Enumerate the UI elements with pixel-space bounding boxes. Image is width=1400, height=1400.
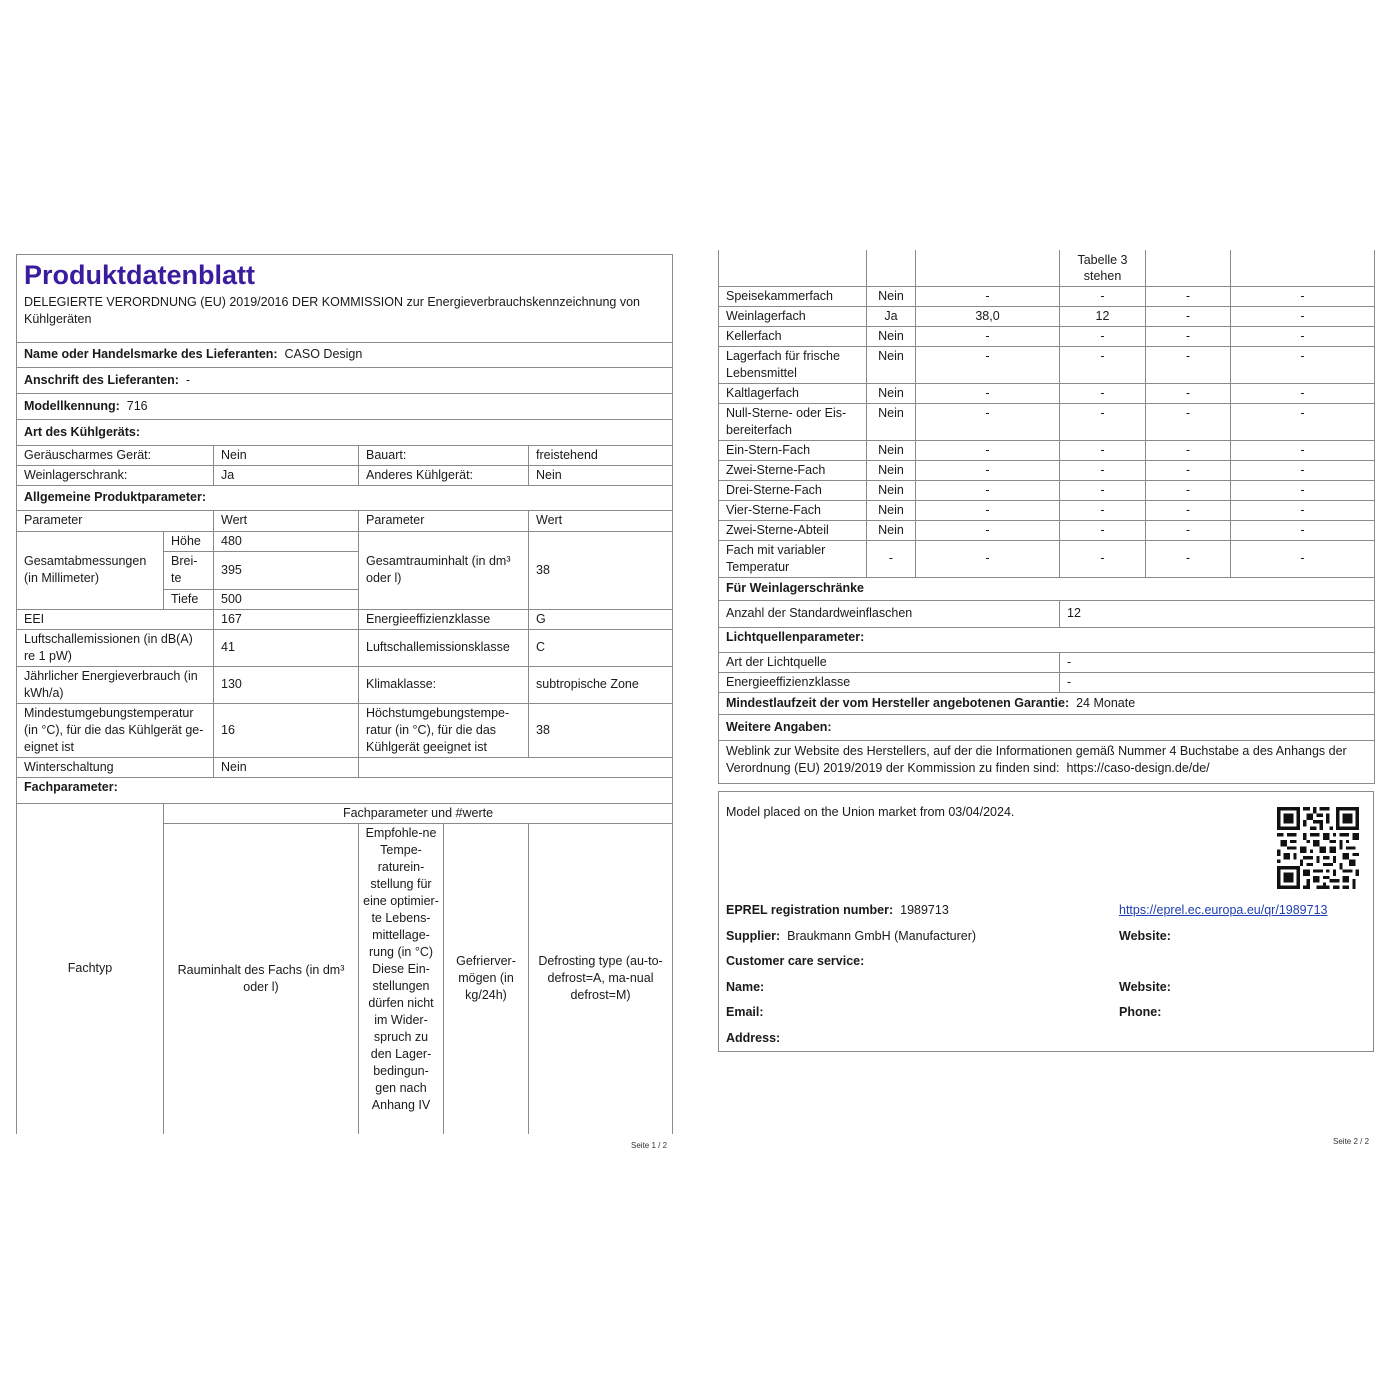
eprel-supplier-value: Braukmann GmbH (Manufacturer) bbox=[787, 929, 977, 943]
eprel-registration bbox=[726, 902, 949, 919]
qr-code-icon bbox=[1277, 807, 1359, 889]
param-value: subtropische Zone bbox=[529, 666, 673, 703]
compartment-defrost: - bbox=[1231, 460, 1375, 480]
eprel-box bbox=[718, 791, 1374, 1052]
compartment-temp: - bbox=[1060, 440, 1146, 460]
compartment-freeze: - bbox=[1146, 286, 1231, 306]
volume-header: Rauminhalt des Fachs (in dm³ oder l) bbox=[164, 823, 359, 1134]
param-value: 167 bbox=[214, 609, 359, 629]
care-email-label: Email: bbox=[726, 1005, 764, 1019]
temperature-header bbox=[359, 823, 444, 1134]
type-label: Weinlagerschrank: bbox=[17, 465, 214, 485]
compartment-volume: - bbox=[916, 440, 1060, 460]
compartment-freeze: - bbox=[1146, 346, 1231, 383]
compartment-row bbox=[719, 460, 1375, 480]
param-label: Jährlicher Energieverbrauch (in kWh/a) bbox=[17, 666, 214, 703]
param-row bbox=[17, 666, 673, 703]
page-title: Produktdatenblatt bbox=[17, 255, 673, 294]
care-website-label: Website: bbox=[1119, 980, 1171, 994]
compartment-volume: - bbox=[916, 500, 1060, 520]
eprel-supplier bbox=[726, 928, 976, 945]
compartment-volume: - bbox=[916, 460, 1060, 480]
eprel-registration-label: EPREL registration number: bbox=[726, 903, 894, 917]
type-value: Nein bbox=[529, 465, 673, 485]
eprel-link[interactable]: https://eprel.ec.europa.eu/qr/1989713 bbox=[1119, 903, 1328, 917]
compartment-name: Fach mit variabler Temperatur bbox=[719, 540, 867, 577]
compartment-defrost: - bbox=[1231, 306, 1375, 326]
wine-bottles-label: Anzahl der Standardweinflaschen bbox=[719, 600, 1060, 627]
compartment-name: Lagerfach für frische Lebensmittel bbox=[719, 346, 867, 383]
model-row bbox=[17, 393, 673, 419]
param-label: Höchstumgebungstempe-ratur (in °C), für die das Kühlgerät geeignet ist bbox=[359, 703, 529, 757]
compartment-freeze: - bbox=[1146, 460, 1231, 480]
compartment-volume: - bbox=[916, 540, 1060, 577]
compartment-defrost: - bbox=[1231, 346, 1375, 383]
continued-header: Tabelle 3 stehen bbox=[1060, 250, 1146, 286]
page-1 bbox=[16, 254, 672, 1134]
light-heading: Lichtquellenparameter: bbox=[719, 627, 1375, 652]
compartment-temp: - bbox=[1060, 403, 1146, 440]
customer-care-label: Customer care service: bbox=[726, 954, 865, 968]
param-label: EEI bbox=[17, 609, 214, 629]
compartment-temp: - bbox=[1060, 520, 1146, 540]
param-label: Luftschallemissionsklasse bbox=[359, 629, 529, 666]
param-row bbox=[17, 629, 673, 666]
compartment-name: Speisekammerfach bbox=[719, 286, 867, 306]
compartment-defrost: - bbox=[1231, 383, 1375, 403]
compartment-temp: - bbox=[1060, 346, 1146, 383]
compartment-name: Drei-Sterne-Fach bbox=[719, 480, 867, 500]
compartment-row bbox=[719, 286, 1375, 306]
compartment-name: Null-Sterne- oder Eis-bereiterfach bbox=[719, 403, 867, 440]
empty-cell bbox=[1146, 250, 1231, 286]
compartment-temp: - bbox=[1060, 500, 1146, 520]
compartment-row bbox=[719, 480, 1375, 500]
compartment-row bbox=[719, 326, 1375, 346]
type-label: Geräuscharmes Gerät: bbox=[17, 445, 214, 465]
compartment-temp: - bbox=[1060, 460, 1146, 480]
temperature-header-part2: Diese Ein-stellungen dürfen nicht im Wider-spruch zu den Lager-bedingun-gen nach Anhang IV bbox=[368, 961, 434, 1112]
light-type-label: Art der Lichtquelle bbox=[719, 652, 1060, 672]
compartment-present: Nein bbox=[867, 326, 916, 346]
care-address-label: Address: bbox=[726, 1031, 781, 1045]
compartment-present: Nein bbox=[867, 520, 916, 540]
compartment-defrost: - bbox=[1231, 480, 1375, 500]
temperature-header-part1: Empfohle-ne Tempe-raturein-stellung für eine optimier-te Lebens-mittellage-rung (in °C) bbox=[363, 825, 439, 959]
compartment-temp: - bbox=[1060, 540, 1146, 577]
compartment-name: Weinlagerfach bbox=[719, 306, 867, 326]
param-value: G bbox=[529, 609, 673, 629]
compartment-row bbox=[719, 306, 1375, 326]
compartment-name: Kellerfach bbox=[719, 326, 867, 346]
compartment-row bbox=[719, 540, 1375, 577]
dimension-value: 480 bbox=[214, 531, 359, 551]
column-header: Wert bbox=[529, 510, 673, 531]
compartment-present: - bbox=[867, 540, 916, 577]
compartment-freeze: - bbox=[1146, 440, 1231, 460]
address-label: Anschrift des Lieferanten: bbox=[24, 372, 179, 387]
param-header-row bbox=[17, 510, 673, 531]
eprel-supplier-label: Supplier: bbox=[726, 929, 781, 943]
compartment-volume: - bbox=[916, 520, 1060, 540]
param-value: C bbox=[529, 629, 673, 666]
light-class-label: Energieeffizienzklasse bbox=[719, 672, 1060, 692]
param-label: Energieeffizienzklasse bbox=[359, 609, 529, 629]
care-phone-label: Phone: bbox=[1119, 1005, 1162, 1019]
dimension-name: Höhe bbox=[164, 531, 214, 551]
address-value: - bbox=[185, 372, 191, 387]
compartment-volume: - bbox=[916, 346, 1060, 383]
winter-label: Winterschaltung bbox=[17, 757, 214, 777]
compartment-row bbox=[719, 346, 1375, 383]
column-header: Parameter bbox=[17, 510, 214, 531]
compartment-row bbox=[719, 500, 1375, 520]
supplier-label: Name oder Handelsmarke des Lieferanten: bbox=[24, 347, 278, 361]
compartment-name: Vier-Sterne-Fach bbox=[719, 500, 867, 520]
column-header: Parameter bbox=[359, 510, 529, 531]
empty-cell bbox=[867, 250, 916, 286]
weblink-text: Weblink zur Website des Herstellers, auf der die Informationen gemäß Nummer 4 Buchstabe a des Anhangs der Verordnung (EU) 2019/2019 der Kommission zu finden sind: bbox=[726, 743, 1347, 775]
type-value: freistehend bbox=[529, 445, 673, 465]
empty-cell bbox=[719, 250, 867, 286]
compartment-present: Nein bbox=[867, 286, 916, 306]
care-name-label: Name: bbox=[726, 980, 765, 994]
compartment-defrost: - bbox=[1231, 286, 1375, 306]
compartment-present: Nein bbox=[867, 500, 916, 520]
compartment-present: Ja bbox=[867, 306, 916, 326]
supplier-row bbox=[17, 342, 673, 367]
fach-group-header: Fachparameter und #werte bbox=[164, 803, 673, 823]
fachtyp-header: Fachtyp bbox=[17, 803, 164, 1134]
page-number: Seite 1 / 2 bbox=[631, 1141, 668, 1150]
compartment-temp: - bbox=[1060, 383, 1146, 403]
param-label: Klimaklasse: bbox=[359, 666, 529, 703]
compartment-freeze: - bbox=[1146, 403, 1231, 440]
page-number: Seite 2 / 2 bbox=[1333, 1137, 1370, 1146]
weblink-row bbox=[719, 740, 1375, 783]
regulation-text: DELEGIERTE VERORDNUNG (EU) 2019/2016 DER KOMMISSION zur Energieverbrauchskennzeichnung von Kühlgeräten bbox=[17, 293, 673, 342]
model-value: 716 bbox=[126, 398, 148, 413]
light-class-value: - bbox=[1060, 672, 1375, 692]
compartment-present: Nein bbox=[867, 480, 916, 500]
compartment-volume: 38,0 bbox=[916, 306, 1060, 326]
compartment-present: Nein bbox=[867, 403, 916, 440]
type-label: Anderes Kühlgerät: bbox=[359, 465, 529, 485]
param-label: Luftschallemissionen (in dB(A) re 1 pW) bbox=[17, 629, 214, 666]
compartment-row bbox=[719, 383, 1375, 403]
compartment-name: Zwei-Sterne-Abteil bbox=[719, 520, 867, 540]
dimension-name: Brei-te bbox=[164, 551, 214, 589]
compartment-present: Nein bbox=[867, 346, 916, 383]
total-volume-label: Gesamtrauminhalt (in dm³ oder l) bbox=[359, 531, 529, 609]
compartment-row bbox=[719, 520, 1375, 540]
empty-cell bbox=[916, 250, 1060, 286]
wine-heading: Für Weinlagerschränke bbox=[719, 577, 1375, 600]
compartment-defrost: - bbox=[1231, 520, 1375, 540]
warranty-label: Mindestlaufzeit der vom Hersteller angebotenen Garantie: bbox=[726, 695, 1070, 710]
type-label: Bauart: bbox=[359, 445, 529, 465]
compartment-volume: - bbox=[916, 403, 1060, 440]
column-header: Wert bbox=[214, 510, 359, 531]
eprel-registration-value: 1989713 bbox=[900, 903, 949, 917]
type-row bbox=[17, 465, 673, 485]
eprel-website-label: Website: bbox=[1119, 929, 1171, 943]
total-volume-value: 38 bbox=[529, 531, 673, 609]
light-type-value: - bbox=[1060, 652, 1375, 672]
compartment-freeze: - bbox=[1146, 326, 1231, 346]
param-value: 38 bbox=[529, 703, 673, 757]
warranty-row bbox=[719, 692, 1375, 714]
param-row bbox=[17, 703, 673, 757]
compartment-name: Kaltlagerfach bbox=[719, 383, 867, 403]
page-1-table bbox=[16, 254, 673, 1134]
type-row bbox=[17, 445, 673, 465]
supplier-value: CASO Design bbox=[284, 347, 363, 361]
winter-value: Nein bbox=[214, 757, 359, 777]
compartment-temp: 12 bbox=[1060, 306, 1146, 326]
compartment-defrost: - bbox=[1231, 500, 1375, 520]
compartment-row bbox=[719, 403, 1375, 440]
dimension-value: 395 bbox=[214, 551, 359, 589]
compartment-freeze: - bbox=[1146, 520, 1231, 540]
type-value: Nein bbox=[214, 445, 359, 465]
param-row bbox=[17, 609, 673, 629]
defrost-header: Defrosting type (au-to-defrost=A, ma-nual defrost=M) bbox=[529, 823, 673, 1134]
warranty-value: 24 Monate bbox=[1076, 695, 1136, 710]
compartment-name: Zwei-Sterne-Fach bbox=[719, 460, 867, 480]
address-row bbox=[17, 367, 673, 393]
compartment-defrost: - bbox=[1231, 440, 1375, 460]
compartment-volume: - bbox=[916, 480, 1060, 500]
param-label: Mindestumgebungstemperatur (in °C), für die das Kühlgerät ge-eignet ist bbox=[17, 703, 214, 757]
compartment-freeze: - bbox=[1146, 480, 1231, 500]
compartment-table bbox=[718, 250, 1375, 784]
dimension-value: 500 bbox=[214, 589, 359, 609]
compartment-temp: - bbox=[1060, 326, 1146, 346]
compartment-temp: - bbox=[1060, 480, 1146, 500]
compartment-volume: - bbox=[916, 383, 1060, 403]
compartment-defrost: - bbox=[1231, 326, 1375, 346]
compartment-present: Nein bbox=[867, 440, 916, 460]
param-value: 130 bbox=[214, 666, 359, 703]
general-heading: Allgemeine Produktparameter: bbox=[17, 485, 673, 510]
placed-on-market: Model placed on the Union market from 03/04/2024. bbox=[726, 805, 1015, 819]
empty-cell bbox=[1231, 250, 1375, 286]
compartment-present: Nein bbox=[867, 460, 916, 480]
compartment-freeze: - bbox=[1146, 383, 1231, 403]
freezing-header: Gefrierver-mögen (in kg/24h) bbox=[444, 823, 529, 1134]
compartment-name: Ein-Stern-Fach bbox=[719, 440, 867, 460]
fach-heading: Fachparameter: bbox=[17, 777, 673, 803]
compartment-freeze: - bbox=[1146, 540, 1231, 577]
type-value: Ja bbox=[214, 465, 359, 485]
type-heading: Art des Kühlgeräts: bbox=[17, 419, 673, 445]
param-value: 16 bbox=[214, 703, 359, 757]
compartment-volume: - bbox=[916, 326, 1060, 346]
compartment-defrost: - bbox=[1231, 403, 1375, 440]
weblink-url[interactable]: https://caso-design.de/de/ bbox=[1066, 760, 1210, 775]
page-2 bbox=[718, 250, 1374, 784]
model-label: Modellkennung: bbox=[24, 398, 120, 413]
wine-bottles-value: 12 bbox=[1060, 600, 1375, 627]
more-heading: Weitere Angaben: bbox=[719, 714, 1375, 740]
compartment-defrost: - bbox=[1231, 540, 1375, 577]
compartment-present: Nein bbox=[867, 383, 916, 403]
compartment-volume: - bbox=[916, 286, 1060, 306]
compartment-temp: - bbox=[1060, 286, 1146, 306]
dimensions-label: Gesamtabmessungen (in Millimeter) bbox=[17, 531, 164, 609]
compartment-freeze: - bbox=[1146, 500, 1231, 520]
param-value: 41 bbox=[214, 629, 359, 666]
compartment-freeze: - bbox=[1146, 306, 1231, 326]
dimension-name: Tiefe bbox=[164, 589, 214, 609]
empty-cell bbox=[359, 757, 673, 777]
compartment-row bbox=[719, 440, 1375, 460]
